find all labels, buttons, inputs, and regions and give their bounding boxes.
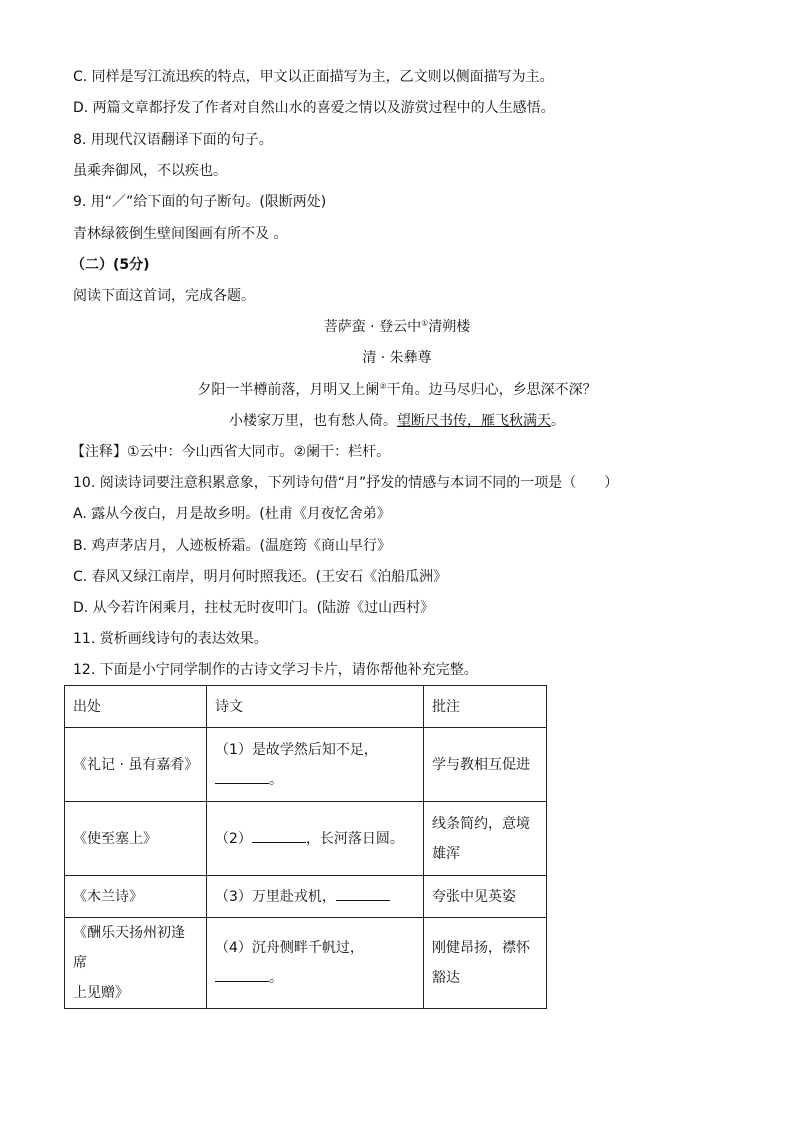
section-2-heading: （二）(5分) — [71, 257, 150, 273]
row-text: （4）沉舟侧畔千帆过， 。 — [207, 918, 424, 1009]
row-text: （1）是故学然后知不足， 。 — [207, 728, 424, 802]
row-source: 《酬乐天扬州初逢席 上见赠》 — [65, 918, 207, 1009]
row-source: 《使至塞上》 — [65, 802, 207, 876]
row-note: 学与教相互促进 — [424, 728, 547, 802]
fill-blank[interactable] — [336, 886, 390, 901]
row-note: 夸张中见英姿 — [424, 876, 547, 918]
option-c: C. 同样是写江流迅疾的特点，甲文以正面描写为主，乙文则以侧面描写为主。 — [73, 69, 554, 85]
question-10: 10. 阅读诗词要注意积累意象，下列诗句借“月”抒发的情感与本词不同的一项是（ ） — [73, 475, 619, 491]
section-2-intro: 阅读下面这首词，完成各题。 — [73, 288, 255, 304]
poem-line-2: 小楼家万里，也有愁人倚。望断尺书传，雁飞秋满天。 — [229, 413, 565, 429]
row-text: （2） ，长河落日圆。 — [207, 802, 424, 876]
question-8-sentence: 虽乘奔御风，不以疾也。 — [73, 163, 227, 179]
question-8: 8. 用现代汉语翻译下面的句子。 — [73, 132, 273, 148]
table-row — [65, 918, 547, 1009]
header-text: 诗文 — [207, 686, 424, 728]
row-source: 《礼记 · 虽有嘉肴》 — [65, 728, 207, 802]
question-9-sentence: 青林绿筱倒生壁间图画有所不及 。 — [73, 226, 288, 242]
question-11: 11. 赏析画线诗句的表达效果。 — [73, 631, 268, 647]
table-row — [65, 802, 547, 876]
table-row — [65, 876, 547, 918]
q10-option-a: A. 露从今夜白，月是故乡明。(杜甫《月夜忆舍弟》 — [73, 506, 391, 522]
header-source: 出处 — [65, 686, 207, 728]
option-d: D. 两篇文章都抒发了作者对自然山水的喜爱之情以及游赏过程中的人生感悟。 — [73, 100, 555, 116]
fill-blank[interactable] — [215, 967, 269, 982]
header-note: 批注 — [424, 686, 547, 728]
row-note: 刚健昂扬，襟怀 豁达 — [424, 918, 547, 1009]
row-text: （3）万里赴戎机， — [207, 876, 424, 918]
table-header-row — [65, 686, 547, 728]
fill-blank[interactable] — [215, 769, 269, 784]
table-row — [65, 728, 547, 802]
underlined-verse: 望断尺书传，雁飞秋满天 — [397, 413, 551, 429]
poem-line-1: 夕阳一半樽前落，月明又上阑②干角。边马尽归心，乡思深不深？ — [197, 381, 597, 398]
row-note: 线条简约，意境 雄浑 — [424, 802, 547, 876]
q10-option-b: B. 鸡声茅店月，人迹板桥霜。(温庭筠《商山早行》 — [73, 538, 391, 554]
poem-note: 【注释】①云中：今山西省大同市。②阑干：栏杆。 — [71, 444, 391, 460]
row-source: 《木兰诗》 — [65, 876, 207, 918]
poem-title: 菩萨蛮 · 登云中①清朔楼 — [323, 318, 471, 335]
fill-blank[interactable] — [252, 828, 306, 843]
question-12: 12. 下面是小宁同学制作的古诗文学习卡片，请你帮他补充完整。 — [73, 662, 478, 678]
q10-option-d: D. 从今若许闲乘月，拄杖无时夜叩门。(陆游《过山西村》 — [73, 600, 435, 616]
poem-author: 清 · 朱彝尊 — [362, 350, 432, 366]
question-9: 9. 用“／”给下面的句子断句。(限断两处) — [73, 194, 327, 210]
study-card-table — [64, 685, 547, 1009]
q10-option-c: C. 春风又绿江南岸，明月何时照我还。(王安石《泊船瓜洲》 — [73, 569, 448, 585]
